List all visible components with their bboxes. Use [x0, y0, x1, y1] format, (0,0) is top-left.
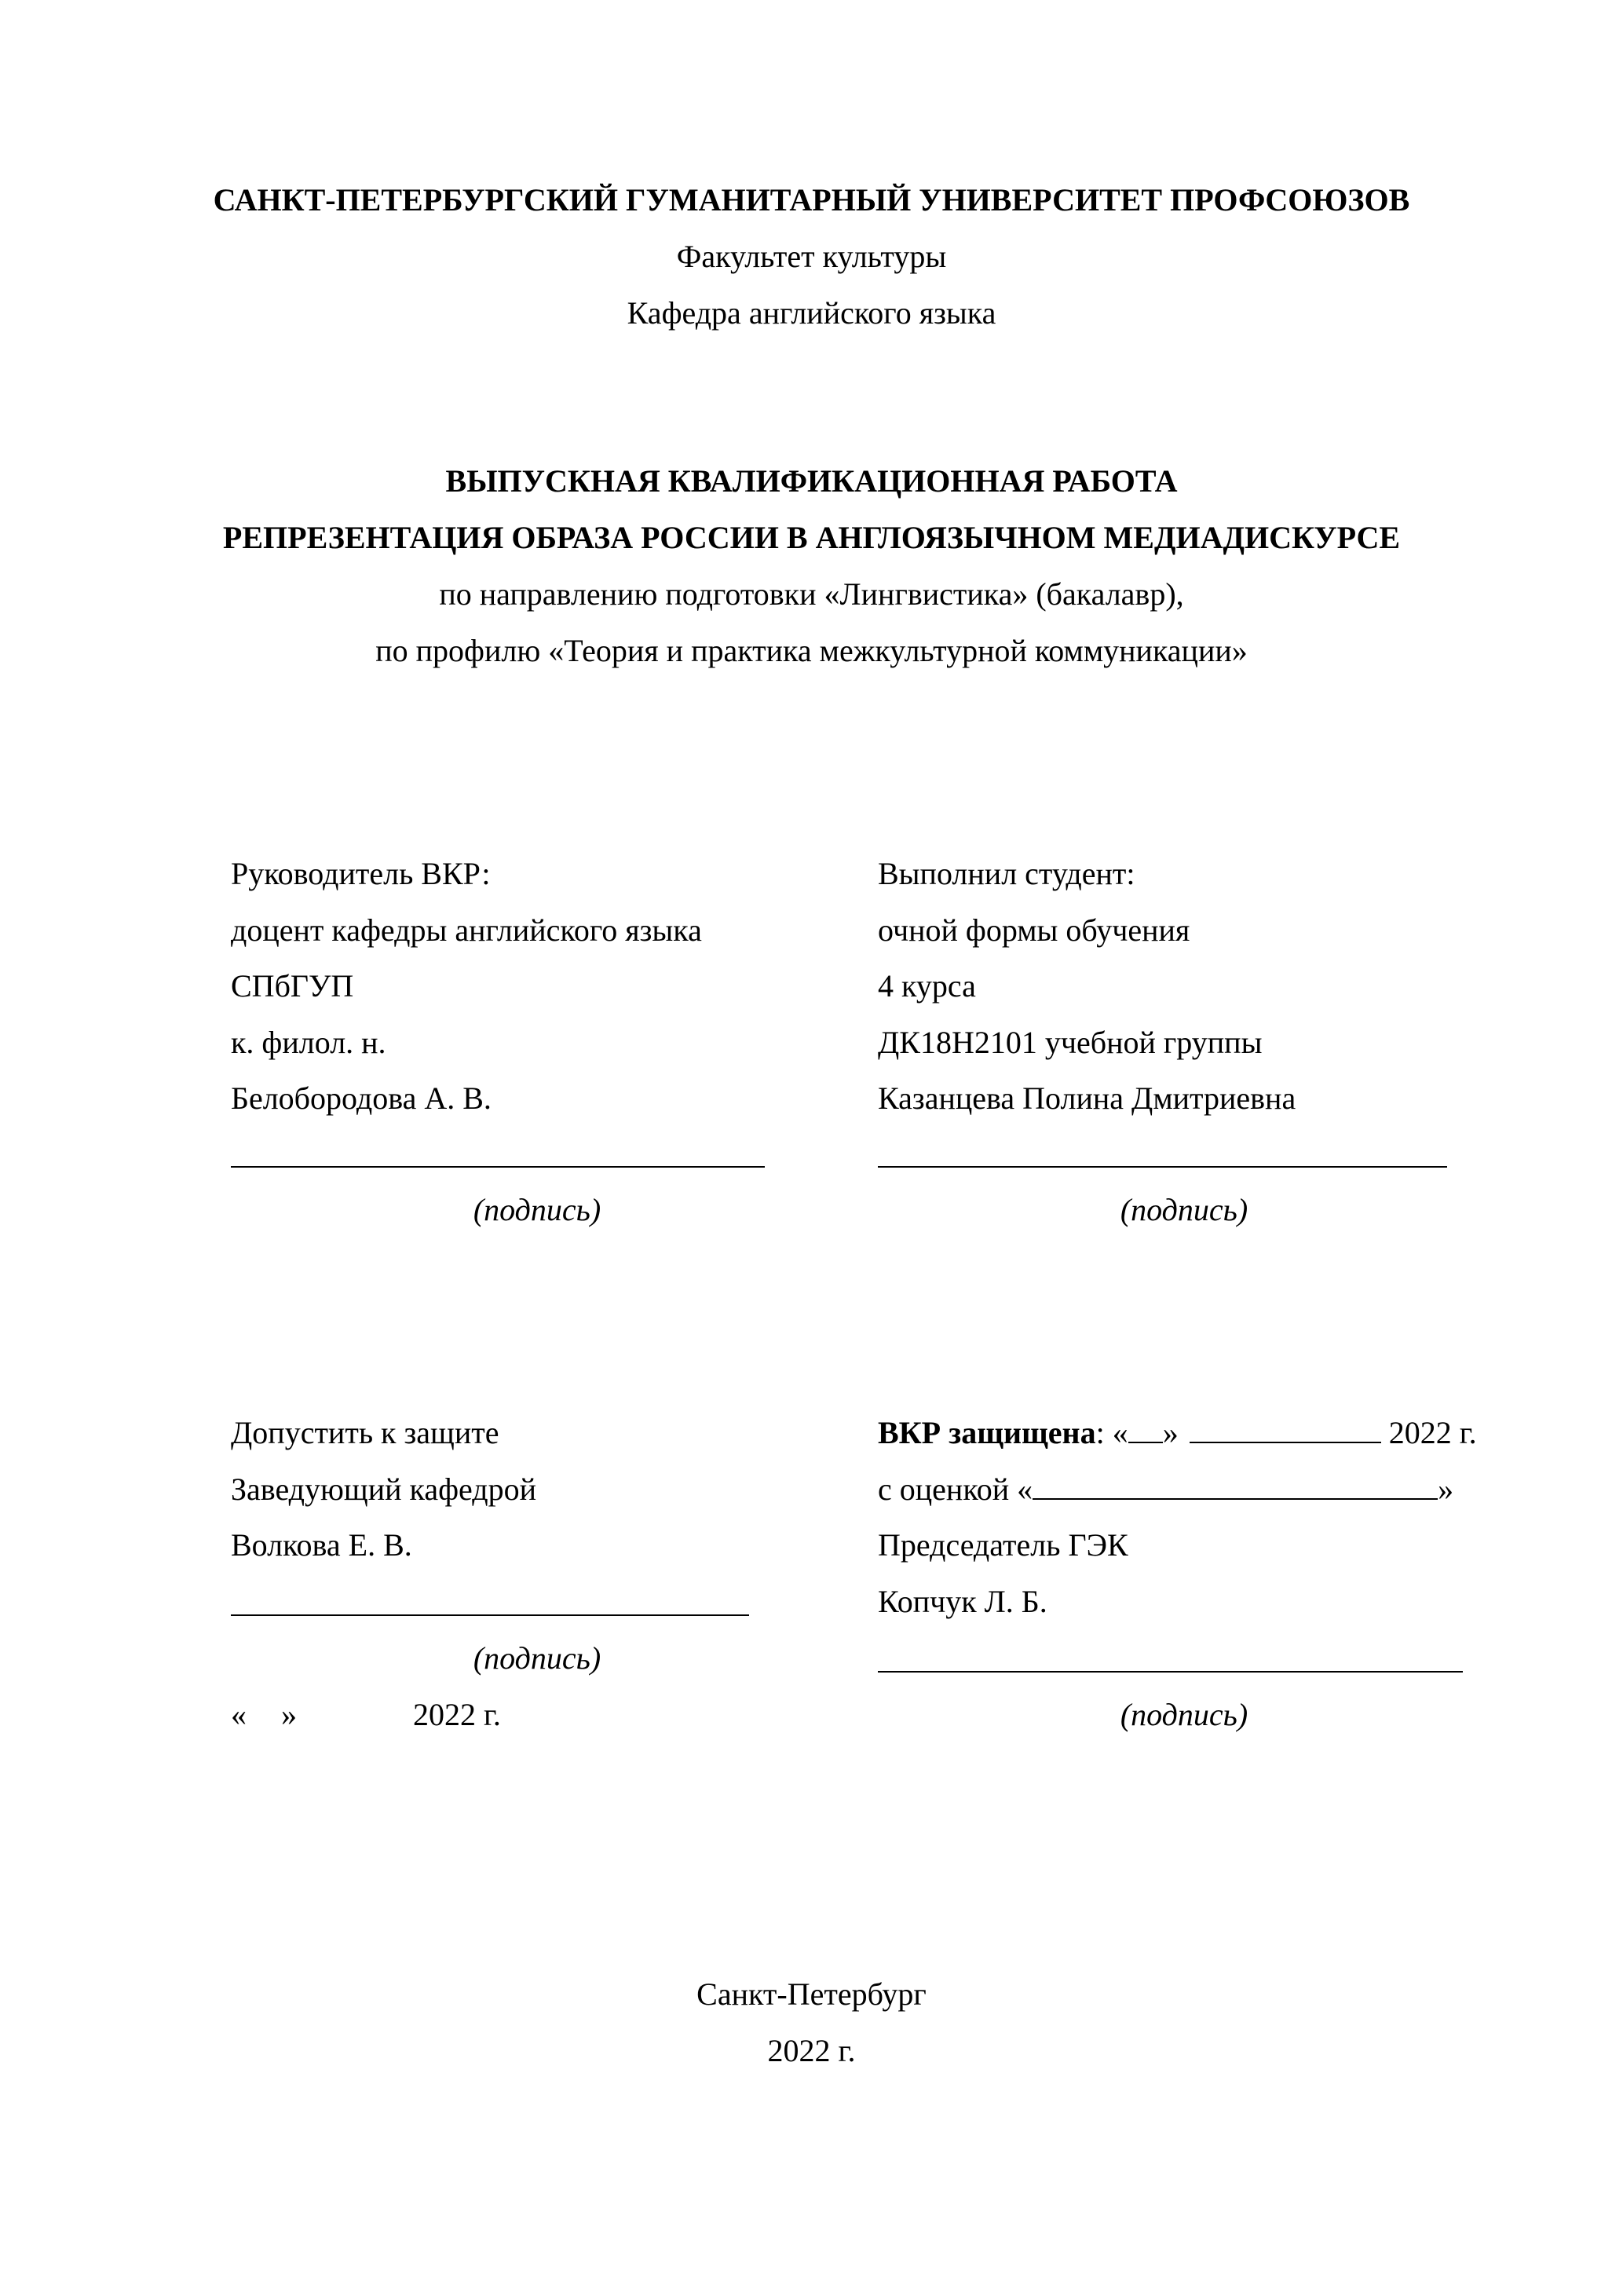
- defended-year: 2022 г.: [1388, 1415, 1477, 1450]
- work-type: ВЫПУСКНАЯ КВАЛИФИКАЦИОННАЯ РАБОТА: [445, 463, 1178, 499]
- faculty-name: Факультет культуры: [676, 239, 947, 274]
- study-profile: по профилю «Теория и практика межкультурной коммуникации»: [375, 633, 1248, 668]
- defense-grade: [878, 1470, 1453, 1509]
- defended-quote-close: »: [1162, 1415, 1179, 1450]
- admission-signature-label: (подпись): [473, 1640, 601, 1676]
- student-name: Казанцева Полина Дмитриевна: [878, 1080, 1296, 1116]
- department-name: Кафедра английского языка: [627, 295, 996, 331]
- student-signature-line: [878, 1166, 1447, 1168]
- admission-date: [231, 1695, 501, 1735]
- defense-status: [878, 1413, 1477, 1453]
- admission-line: Заведующий кафедрой: [231, 1471, 537, 1507]
- student-line: 4 курса: [878, 968, 976, 1004]
- grade-prefix: с оценкой «: [878, 1472, 1033, 1507]
- supervisor-name: Белобородова А. В.: [231, 1080, 492, 1116]
- supervisor-line: доцент кафедры английского языка: [231, 912, 702, 948]
- defense-chair-block: [878, 1526, 1128, 1638]
- admission-signature-line: [231, 1614, 749, 1616]
- admission-head-name: Волкова Е. В.: [231, 1527, 412, 1563]
- date-year: 2022 г.: [413, 1697, 501, 1732]
- supervisor-block: [231, 854, 702, 1135]
- supervisor-line: Руководитель ВКР:: [231, 856, 491, 891]
- supervisor-line: СПбГУП: [231, 968, 354, 1004]
- defended-label: ВКР защищена: [878, 1415, 1096, 1450]
- supervisor-line: к. филол. н.: [231, 1024, 386, 1060]
- chair-signature-label: (подпись): [1120, 1697, 1248, 1732]
- date-quote-open: «: [231, 1697, 247, 1732]
- supervisor-signature-line: [231, 1166, 765, 1168]
- student-line: Выполнил студент:: [878, 856, 1135, 891]
- university-name: САНКТ-ПЕТЕРБУРГСКИЙ ГУМАНИТАРНЫЙ УНИВЕРСИТЕТ ПРОФСОЮЗОВ: [213, 182, 1410, 218]
- student-signature-label: (подпись): [1120, 1192, 1248, 1227]
- student-line: очной формы обучения: [878, 912, 1190, 948]
- defended-suffix: : «: [1095, 1415, 1128, 1450]
- supervisor-signature-label: (подпись): [473, 1192, 601, 1227]
- footer-city: Санкт-Петербург: [696, 1976, 927, 2012]
- thesis-topic: РЕПРЕЗЕНТАЦИЯ ОБРАЗА РОССИИ В АНГЛОЯЗЫЧНОМ МЕДИАДИСКУРСЕ: [222, 520, 1401, 555]
- student-block: [878, 854, 1296, 1135]
- defense-day-blank: [1128, 1415, 1163, 1443]
- date-quote-close: »: [281, 1697, 297, 1732]
- grade-blank: [1033, 1472, 1438, 1500]
- defense-month-blank: [1190, 1415, 1381, 1443]
- chair-name: Копчук Л. Б.: [878, 1583, 1047, 1619]
- footer-year: 2022 г.: [767, 2033, 856, 2068]
- student-line: ДК18Н2101 учебной группы: [878, 1024, 1263, 1060]
- grade-suffix: »: [1438, 1472, 1454, 1507]
- chair-signature-line: [878, 1671, 1463, 1673]
- study-direction: по направлению подготовки «Лингвистика» (бакалавр),: [439, 576, 1184, 612]
- chair-title: Председатель ГЭК: [878, 1527, 1128, 1563]
- admission-block: [231, 1413, 536, 1582]
- admission-line: Допустить к защите: [231, 1415, 499, 1450]
